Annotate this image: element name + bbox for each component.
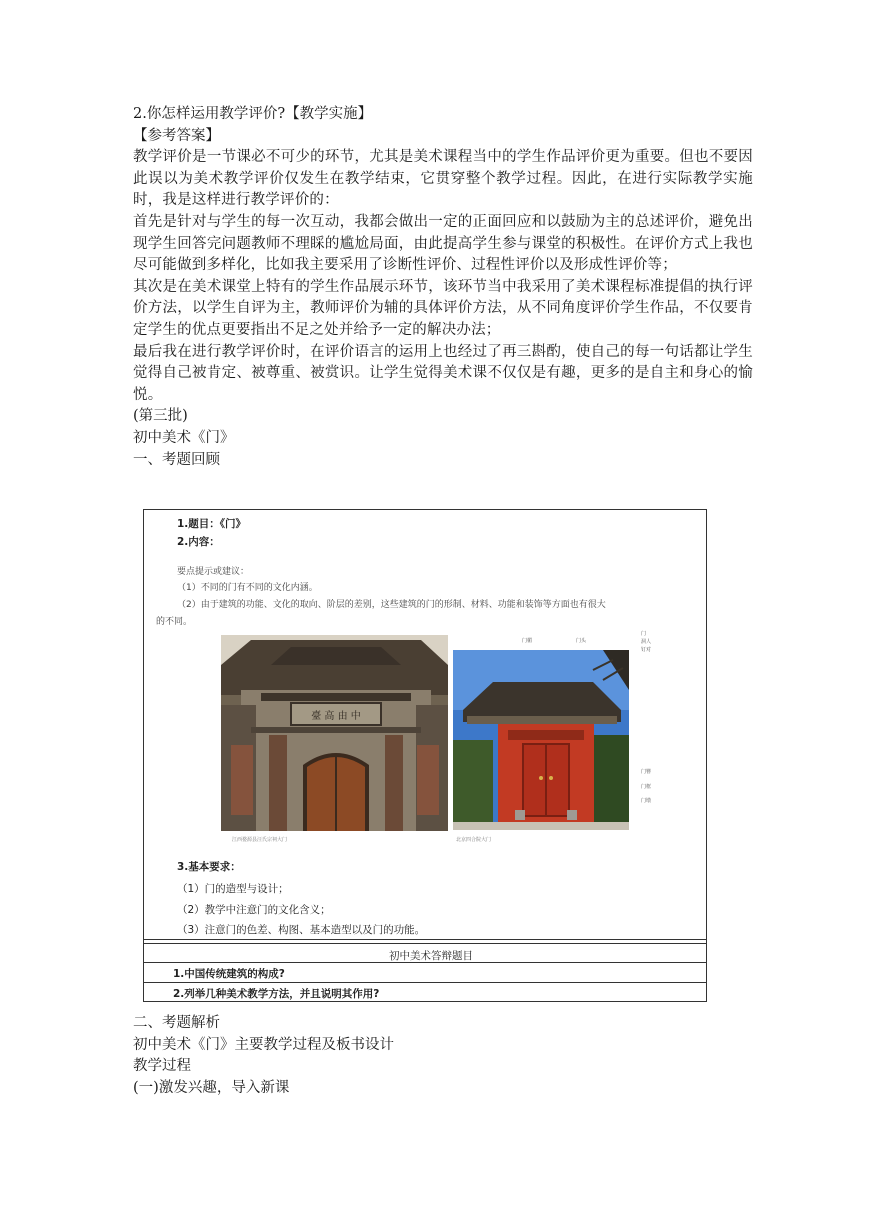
part-one-heading: 一、考题回顾 bbox=[133, 451, 220, 468]
photo2-side-labels: 门 洞人 钉对 bbox=[641, 631, 652, 653]
photo2-caption: 北京四合院大门 bbox=[456, 837, 492, 843]
requirement-3: （3）注意门的色差、构图、基本造型以及门的功能。 bbox=[177, 924, 426, 936]
photo2-label-mentou: 门头 bbox=[576, 638, 587, 644]
document-body bbox=[133, 104, 753, 471]
figure-title: 1.题目：《门》 bbox=[177, 518, 247, 530]
courtyard-gate-photo bbox=[453, 650, 629, 830]
divider-top bbox=[144, 939, 706, 940]
question-heading: 2.你怎样运用教学评价?【教学实施】 bbox=[133, 106, 373, 122]
figure-hint-1: （1）不同的门有不同的文化内涵。 bbox=[177, 583, 318, 593]
figure-content-label: 2.内容： bbox=[177, 536, 220, 548]
answer-paragraph-3: 其次是在美术课堂上特有的学生作品展示环节，该环节当中我采用了美术课程标准提倡的执行评价方法，以学生自评为主，教师评价为辅的具体评价方法，从不同角度评价学生作品，不仅要肯定学生的优点更要指出不足之处并给予一定的解决办法； bbox=[133, 278, 753, 338]
answer-paragraph-4: 最后我在进行教学评价时，在评价语言的运用上也经过了再三斟酌，使自己的每一句话都让学生觉得自己被肯定、被尊重、被赏识。让学生觉得美术课不仅仅是有趣，更多的是自主和身心的愉悦。 bbox=[133, 343, 753, 403]
ancestral-hall-plaque-text: 臺 高 由 中 bbox=[311, 711, 361, 722]
requirements-title: 3.基本要求： bbox=[177, 861, 241, 873]
figure-hint-2a: （2）由于建筑的功能、文化的取向、阶层的差别，这些建筑的门的形制、材料、功能和装饰等方面也有很大 bbox=[177, 600, 606, 610]
figure-hint-label: 要点提示或建议： bbox=[177, 567, 250, 577]
course-title: 初中美术《门》 bbox=[133, 429, 235, 446]
defense-question-1: 1.中国传统建筑的构成? bbox=[173, 968, 285, 980]
requirement-2: （2）教学中注意门的文化含义； bbox=[177, 904, 331, 916]
photo2-label-menzan: 门簪 bbox=[641, 769, 652, 775]
analysis-title: 初中美术《门》主要教学过程及板书设计 bbox=[133, 1036, 394, 1053]
step-one-heading: (一)激发兴趣，导入新课 bbox=[133, 1079, 290, 1096]
defense-header: 初中美术答辩题目 bbox=[389, 950, 473, 962]
batch-label: (第三批) bbox=[133, 408, 188, 425]
photo1-caption: 江西婺源县汪氏宗祠大门 bbox=[232, 837, 288, 843]
process-heading: 教学过程 bbox=[133, 1058, 191, 1075]
ancestral-hall-gate-photo bbox=[221, 635, 448, 831]
figure-hint-2b: 的不同。 bbox=[156, 617, 193, 627]
divider-defense-2 bbox=[144, 982, 706, 983]
photo2-label-mendun: 门墩 bbox=[641, 798, 652, 804]
answer-label: 【参考答案】 bbox=[133, 127, 220, 144]
photo2-label-menkuang: 门框 bbox=[641, 784, 652, 790]
requirement-1: （1）门的造型与设计； bbox=[177, 883, 289, 895]
answer-paragraph-1: 教学评价是一节课必不可少的环节，尤其是美术课程当中的学生作品评价更为重要。但也不要因此误以为美术教学评价仅发生在教学结束，它贯穿整个教学过程。因此，在进行实际教学实施时，我是这样进行教学评价的： bbox=[133, 149, 753, 209]
defense-question-2: 2.列举几种美术教学方法，并且说明其作用? bbox=[173, 988, 380, 1000]
photo2-label-menmei: 门楣 bbox=[522, 638, 533, 644]
exam-question-figure bbox=[143, 509, 707, 1002]
answer-paragraph-2: 首先是针对与学生的每一次互动，我都会做出一定的正面回应和以鼓励为主的总述评价，避免出现学生回答完问题教师不理睬的尴尬局面，由此提高学生参与课堂的积极性。在评价方式上我也尽可能做到多样化，比如我主要采用了诊断性评价、过程性评价以及形成性评价等； bbox=[133, 213, 753, 274]
divider-defense bbox=[144, 962, 706, 963]
divider-double bbox=[144, 943, 706, 944]
part-two-heading: 二、考题解析 bbox=[133, 1015, 220, 1031]
analysis-section bbox=[133, 1013, 753, 1099]
